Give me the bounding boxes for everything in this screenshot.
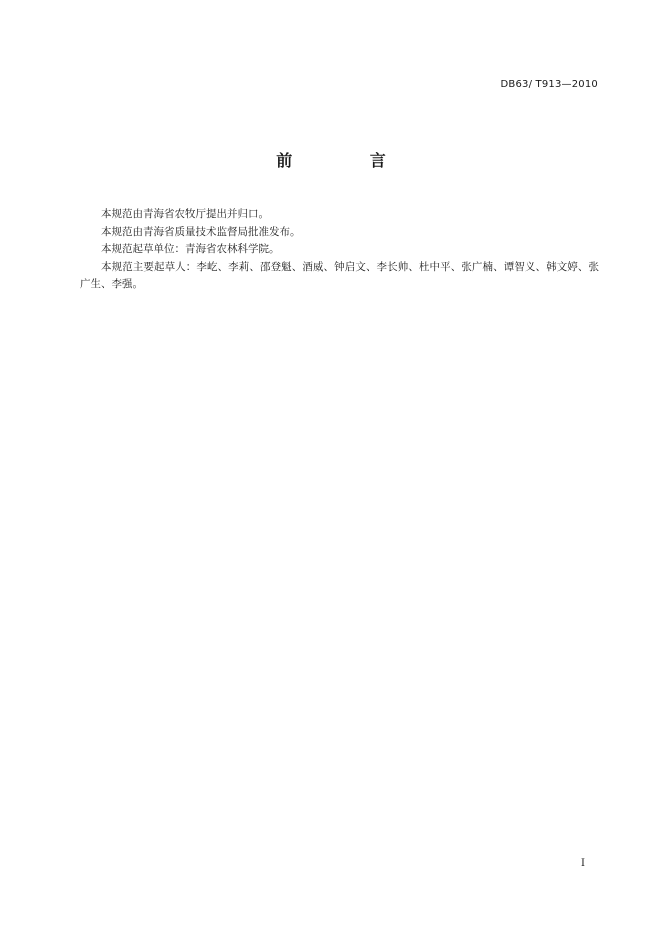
- paragraph-drafters: 本规范主要起草人：李屹、李莉、邵登魁、酒威、钟启文、李长帅、杜中平、张广楠、谭智义、韩文婷、张广生、李强。: [80, 260, 599, 290]
- paragraph-approver: 本规范由青海省质量技术监督局批准发布。: [101, 225, 301, 238]
- paragraph-proposer: 本规范由青海省农牧厅提出并归口。: [101, 208, 269, 220]
- page-number: I: [581, 858, 585, 869]
- page-title: 前 言: [276, 151, 422, 170]
- document-code: DB63/ T913—2010: [500, 79, 598, 90]
- paragraph-drafting-unit: 本规范起草单位：青海省农林科学院。: [101, 243, 280, 255]
- body-text: [80, 206, 599, 294]
